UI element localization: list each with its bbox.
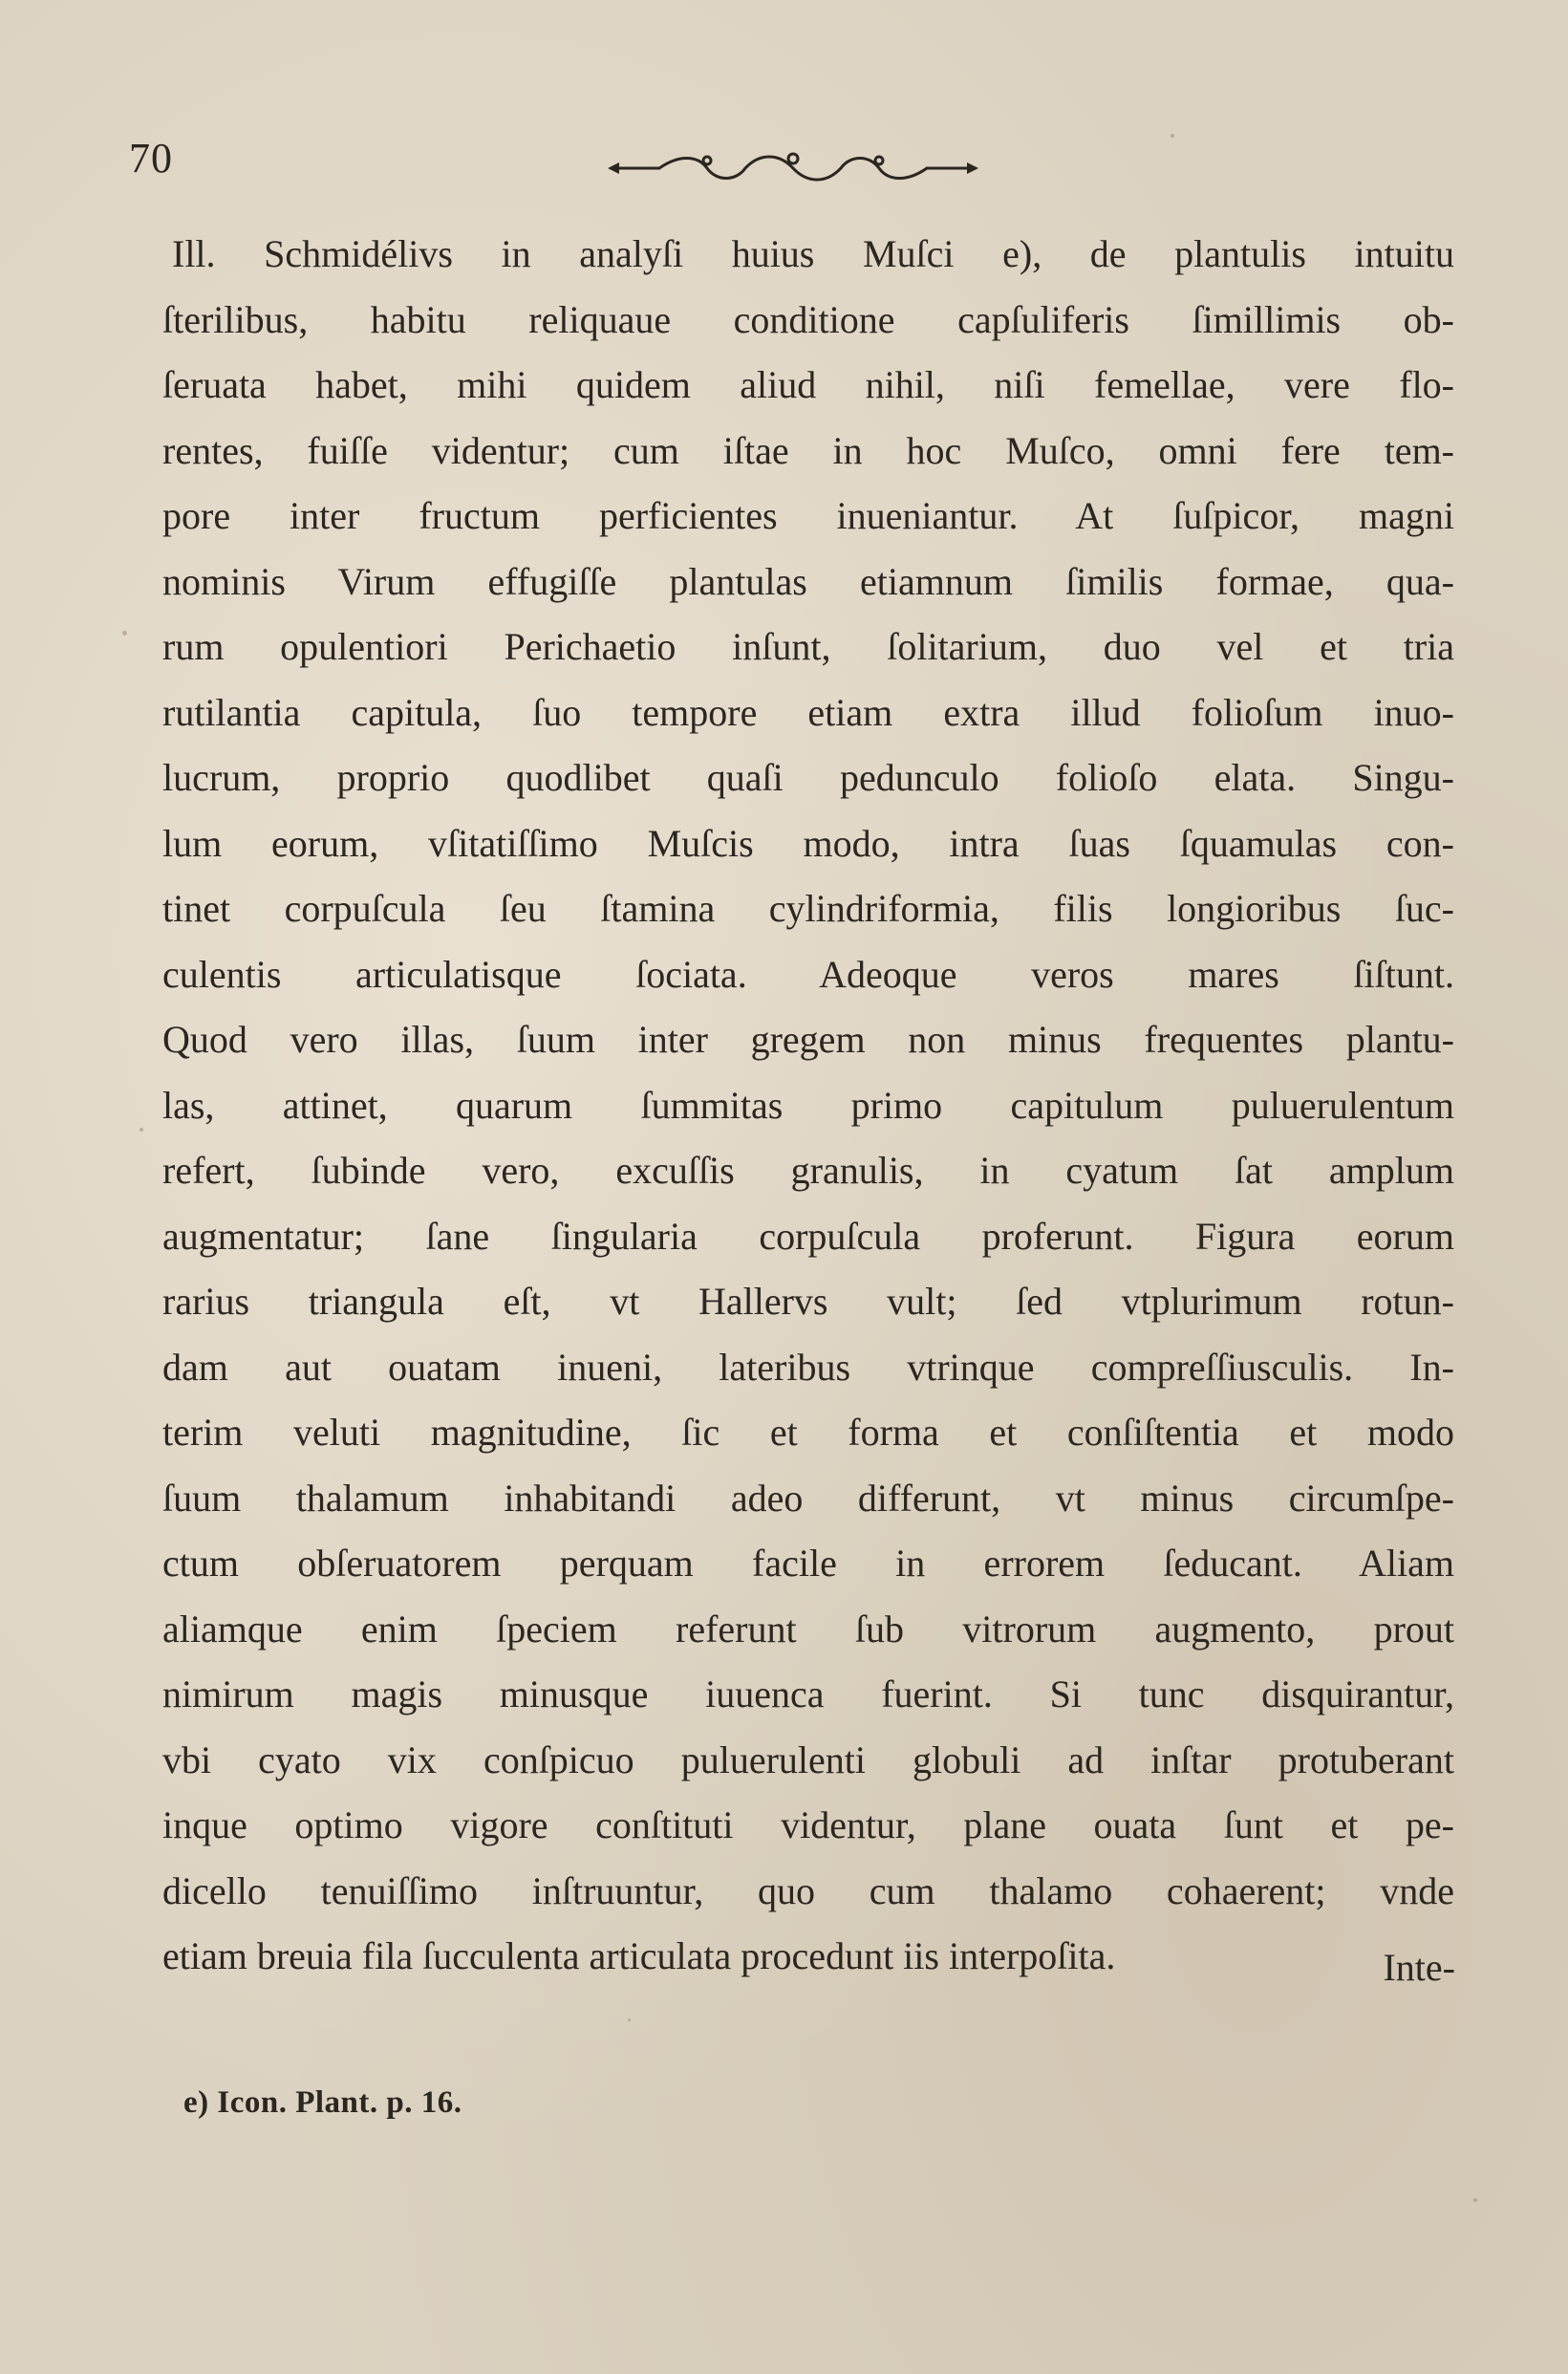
- text-line: vbi cyato vix conſpicuo puluerulenti globuli ad inſtar protuberant: [162, 1737, 1454, 1781]
- text-line: terim veluti magnitudine, ſic et forma et conſiſtentia et modo: [162, 1411, 1454, 1454]
- body-paragraph: [162, 222, 1454, 1990]
- text-line: dam aut ouatam inueni, lateribus vtrinque compreſſiusculis. In-: [162, 1345, 1454, 1389]
- catchword: Inte-: [1383, 1946, 1455, 1989]
- text-line: rarius triangula eſt, vt Hallervs vult; ſed vtplurimum rotun-: [162, 1280, 1454, 1323]
- paper-speck: [1473, 2198, 1477, 2202]
- text-line: refert, ſubinde vero, excuſſis granulis, in cyatum ſat amplum: [162, 1149, 1454, 1192]
- text-line: ſterilibus, habitu reliquaue conditione capſuliferis ſimillimis ob-: [162, 297, 1454, 341]
- text-line: ſuum thalamum inhabitandi adeo differunt, vt minus circumſpe-: [162, 1476, 1454, 1520]
- decorative-vine-ornament-icon: [602, 147, 984, 185]
- text-line: rum opulentiori Perichaetio inſunt, ſolitarium, duo vel et tria: [162, 625, 1454, 668]
- text-line: ctum obſeruatorem perquam facile in errorem ſeducant. Aliam: [162, 1542, 1454, 1585]
- paper-speck: [1171, 134, 1174, 138]
- text-line: lucrum, proprio quodlibet quaſi pedunculo folioſo elata. Singu-: [162, 756, 1454, 799]
- text-line: nominis Virum effugiſſe plantulas etiamnum ſimilis formae, qua-: [162, 559, 1454, 603]
- footnote: e) Icon. Plant. p. 16.: [183, 2085, 462, 2120]
- text-line: Quod vero illas, ſuum inter gregem non minus frequentes plantu-: [162, 1018, 1454, 1061]
- paper-speck: [122, 631, 127, 636]
- text-line: pore inter fructum perficientes inueniantur. At ſuſpicor, magni: [162, 494, 1454, 537]
- text-line: rutilantia capitula, ſuo tempore etiam extra illud folioſum inuo-: [162, 690, 1454, 734]
- text-line: inque optimo vigore conſtituti videntur, plane ouata ſunt et pe-: [162, 1803, 1454, 1846]
- text-line: lum eorum, vſitatiſſimo Muſcis modo, intra ſuas ſquamulas con-: [162, 821, 1454, 865]
- text-line: las, attinet, quarum ſummitas primo capitulum puluerulentum: [162, 1083, 1454, 1127]
- page-number: 70: [129, 135, 173, 182]
- text-line: etiam breuia fila ſucculenta articulata procedunt iis interpoſita.: [162, 1934, 1116, 1977]
- text-line: rentes, fuiſſe videntur; cum iſtae in hoc Muſco, omni fere tem-: [162, 428, 1454, 472]
- text-line: Ill. Schmidélivs in analyſi huius Muſci e), de plantulis intuitu: [172, 232, 1454, 275]
- text-line: dicello tenuiſſimo inſtruuntur, quo cum thalamo cohaerent; vnde: [162, 1868, 1454, 1912]
- text-line: nimirum magis minusque iuuenca fuerint. Si tunc disquirantur,: [162, 1673, 1454, 1716]
- text-line: augmentatur; ſane ſingularia corpuſcula proferunt. Figura eorum: [162, 1214, 1454, 1258]
- text-line: tinet corpuſcula ſeu ſtamina cylindriformia, filis longioribus ſuc-: [162, 887, 1454, 930]
- text-line: ſeruata habet, mihi quidem aliud nihil, niſi femellae, vere flo-: [162, 363, 1454, 406]
- paper-speck: [140, 1128, 143, 1132]
- paper-speck: [628, 2018, 631, 2021]
- text-line: aliamque enim ſpeciem referunt ſub vitrorum augmento, prout: [162, 1607, 1454, 1651]
- text-line: culentis articulatisque ſociata. Adeoque veros mares ſiſtunt.: [162, 952, 1454, 996]
